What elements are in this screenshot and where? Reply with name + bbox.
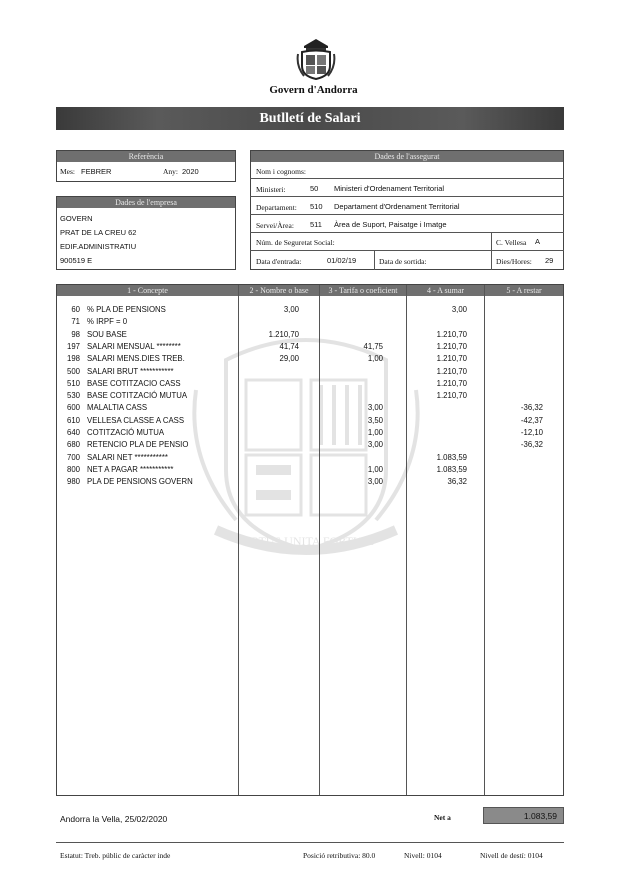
table-row [0,440,627,452]
cell-code: 510 [66,378,80,388]
estatut: Estatut: Treb. públic de caràcter inde [60,851,171,860]
cell-c4: 1.210,70 [436,329,467,339]
cell-c4: 1.210,70 [436,354,467,364]
cell-desc: SALARI MENSUAL ******** [87,341,181,351]
cell-c4: 1.210,70 [436,391,467,401]
table-row [0,342,627,354]
cell-code: 60 [71,305,80,314]
vellesa-value: A [535,237,541,246]
col-header-sumar: 4 - A sumar [407,285,484,296]
net-total-value: 1.083,59 [523,811,557,821]
cell-code: 530 [66,391,80,401]
cell-c5: -12,10 [520,428,543,437]
cell-code: 800 [66,464,80,474]
place-date: Andorra la Vella, 25/02/2020 [60,814,168,824]
table-row [0,416,627,428]
cell-c5: -36,32 [520,403,543,413]
cell-c3: 1,00 [367,354,383,364]
cell-desc: MALALTIA CASS [87,403,148,413]
ministeri-value: Ministeri d'Ordenament Territorial [334,184,445,193]
cell-c2: 1.210,70 [268,329,299,339]
cell-c3: 3,00 [367,440,383,450]
col-header-tarifa: 3 - Tarifa o coeficient [320,285,406,296]
org-name: Govern d'Andorra [269,84,358,96]
any-label: Any: [163,167,178,176]
vellesa-label: C. Vellesa [496,238,527,247]
cell-c3: 41,75 [363,341,383,351]
cell-c4: 1.083,59 [436,452,467,462]
cell-c5: -42,37 [520,415,543,425]
table-row [0,330,627,342]
col-header-restar: 5 - A restar [485,285,563,296]
any-value: 2020 [182,167,199,176]
cell-desc: SOU BASE [87,329,127,339]
referencia-heading: Referència [57,151,235,162]
cell-code: 640 [66,428,80,437]
col-header-nombre: 2 - Nombre o base [239,285,319,296]
table-row [0,477,627,489]
cell-desc: PLA DE PENSIONS GOVERN [87,477,193,487]
cell-desc: BASE COTITZACIÓ MUTUA [87,391,188,401]
mes-label: Mes: [60,167,75,176]
cell-code: 680 [66,440,80,450]
empresa-line: GOVERN [60,214,93,223]
net-total-box [483,807,564,824]
table-row [0,367,627,379]
cell-desc: BASE COTITZACIO CASS [87,378,181,388]
ministeri-label: Ministeri: [256,185,286,194]
empresa-line: 900519 E [60,256,93,265]
table-row [0,403,627,415]
table-row [0,453,627,465]
entrada-label: Data d'entrada: [256,257,302,266]
servei-code: 511 [310,220,322,229]
col-header-concepte: 1 - Concepte [57,285,238,296]
nivell: Nivell: 0104 [404,851,442,860]
cell-desc: SALARI BRUT *********** [87,366,174,376]
mes-value: FEBRER [81,167,112,176]
table-row [0,317,627,329]
cell-desc: % PLA DE PENSIONS [87,305,166,314]
cell-c2: 41,74 [279,341,299,351]
page-title: Butlletí de Salari [259,111,361,126]
cell-desc: SALARI MENS.DIES TREB. [87,354,185,364]
empresa-line: EDIF.ADMINISTRATIU [60,242,137,251]
cell-c4: 3,00 [451,305,467,314]
cell-code: 98 [71,329,80,339]
table-row [0,379,627,391]
cell-desc: % IRPF = 0 [87,317,128,327]
cell-c4: 1.210,70 [436,378,467,388]
cell-c2: 3,00 [283,305,299,314]
cell-code: 197 [66,341,80,351]
cell-c3: 3,50 [367,415,383,425]
nivell-desti: Nivell de destí: 0104 [480,851,543,860]
cell-c3: 1,00 [367,428,383,437]
cell-desc: RETENCIO PLA DE PENSIO [87,440,189,450]
cell-c3: 1,00 [367,464,383,474]
empresa-heading: Dades de l'empresa [57,197,235,208]
dies-label: Dies/Hores: [496,257,532,266]
cell-code: 600 [66,403,80,413]
net-label: Net a [434,813,451,822]
departament-value: Departament d'Ordenament Territorial [334,202,460,211]
cell-c3: 3,00 [367,403,383,413]
table-row [0,391,627,403]
coat-of-arms-logo [296,36,336,80]
ministeri-code: 50 [310,184,319,193]
cell-c4: 1.210,70 [436,366,467,376]
table-row [0,465,627,477]
cell-code: 610 [66,415,80,425]
cell-code: 198 [66,354,80,364]
nom-label: Nom i cognoms: [256,167,306,176]
cell-desc: NET A PAGAR *********** [87,464,174,474]
cell-c3: 3,00 [367,477,383,487]
departament-code: 510 [310,202,323,211]
servei-value: Àrea de Suport, Paisatge i Imatge [334,220,447,229]
table-row [0,428,627,440]
posicio-retributiva: Posició retributiva: 80.0 [303,851,376,860]
entrada-value: 01/02/19 [327,256,357,265]
cell-code: 500 [66,366,80,376]
nss-label: Núm. de Seguretat Social: [256,238,335,247]
cell-c4: 1.083,59 [436,464,467,474]
sortida-label: Data de sortida: [379,257,427,266]
assegurat-heading: Dades de l'assegurat [251,151,563,162]
cell-c5: -36,32 [520,440,543,450]
cell-c4: 36,32 [447,477,467,487]
empresa-line: PRAT DE LA CREU 62 [60,228,137,237]
departament-label: Departament: [256,203,297,212]
dies-value: 29 [545,256,554,265]
cell-desc: VELLESA CLASSE A CASS [87,415,185,425]
cell-code: 700 [66,452,80,462]
watermark-motto: VIRTUS UNITA FORTIOR [238,534,374,548]
cell-desc: SALARI NET *********** [87,452,168,462]
servei-label: Servei/Àrea: [256,221,294,230]
table-row [0,354,627,366]
cell-desc: COTITZACIÓ MUTUA [87,428,165,437]
cell-code: 980 [66,477,80,487]
title-bar [56,107,564,130]
cell-c2: 29,00 [279,354,299,364]
table-row [0,305,627,317]
cell-code: 71 [71,317,80,327]
cell-c4: 1.210,70 [436,341,467,351]
